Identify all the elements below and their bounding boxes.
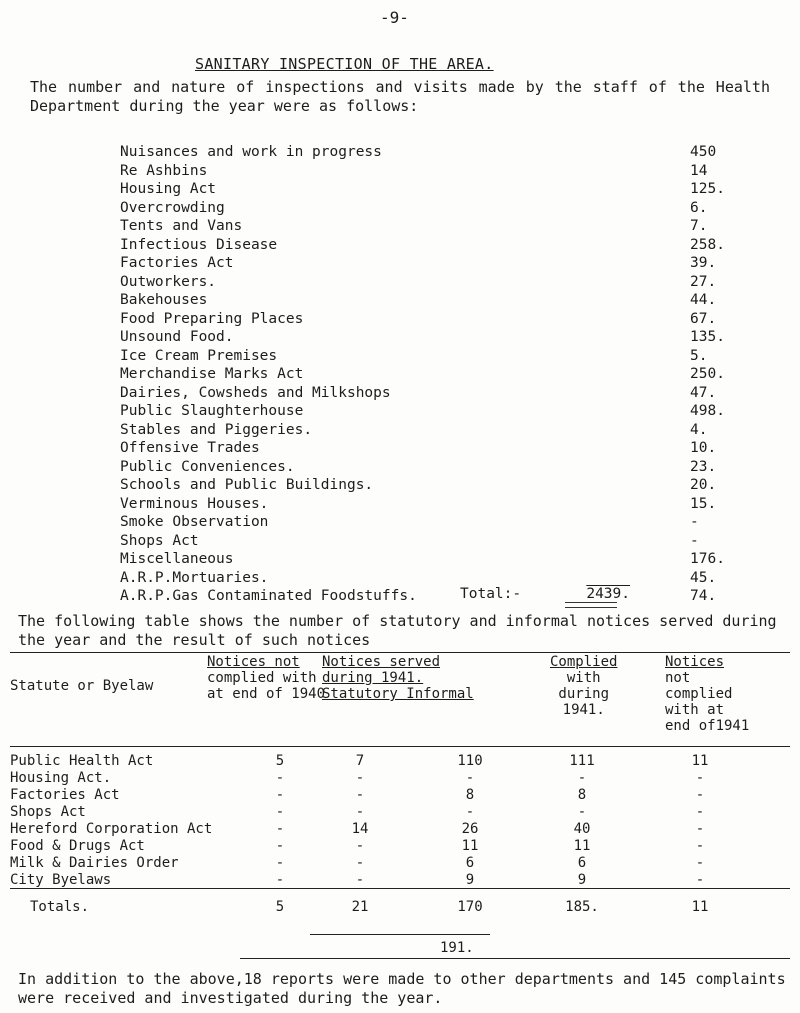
- table-intro-paragraph: The following table shows the number of statutory and informal notices served during the year and the result of such notices: [18, 612, 777, 649]
- row-value-c1: -: [275, 855, 285, 871]
- row-value-c2: -: [355, 855, 365, 871]
- grand-total-top-rule: [310, 934, 490, 935]
- row-value-c2: 7: [355, 753, 365, 769]
- row-value-c2: -: [355, 872, 365, 888]
- footer-paragraph: In addition to the above,18 reports were made to other departments and 145 complaints were received and investigated during the year.: [18, 970, 786, 1007]
- inspection-count: 450: [690, 144, 717, 160]
- inspection-label: A.R.P.Mortuaries.: [120, 569, 269, 586]
- total-value: 2439.: [586, 586, 630, 602]
- header-notices-served: Notices served during 1941. Statutory Informal: [322, 654, 474, 702]
- inspection-label: Re Ashbins: [120, 162, 208, 179]
- row-value-c5: 11: [691, 753, 709, 769]
- row-value-c4: -: [577, 804, 587, 820]
- inspection-label: Smoke Observation: [120, 514, 269, 530]
- inspection-label: Miscellaneous: [120, 551, 234, 567]
- row-value-c3: 26: [461, 821, 479, 837]
- header-complied: Complied with during 1941.: [550, 654, 618, 718]
- inspection-label: Outworkers.: [120, 273, 217, 290]
- inspection-label: Merchandise Marks Act: [120, 366, 304, 382]
- intro-paragraph: The number and nature of inspections and visits made by the staff of the Health Department during the year were as follows:: [30, 78, 770, 115]
- table-top-rule: [10, 652, 790, 653]
- inspection-count: 67.: [690, 310, 717, 327]
- inspection-count: 498.: [690, 403, 725, 419]
- inspection-count: 47.: [690, 384, 717, 401]
- total-label: Total:-: [460, 586, 522, 602]
- inspection-label: Public Slaughterhouse: [120, 403, 304, 419]
- inspection-row: [120, 476, 750, 495]
- body-bottom-rule: [10, 888, 790, 889]
- row-value-c3: 11: [461, 838, 479, 854]
- inspection-row: [120, 180, 750, 199]
- inspection-count: 250.: [690, 366, 725, 382]
- inspection-count: 135.: [690, 329, 725, 345]
- row-statute: City Byelaws: [10, 872, 112, 888]
- inspection-row: [120, 162, 750, 181]
- inspection-row: [120, 347, 750, 366]
- row-value-c5: -: [695, 804, 705, 820]
- inspection-label: Bakehouses: [120, 292, 208, 308]
- row-value-c5: -: [695, 770, 705, 786]
- inspection-label: Unsound Food.: [120, 329, 234, 345]
- inspection-count: 20.: [690, 477, 717, 493]
- inspection-count: 44.: [690, 292, 717, 308]
- row-value-c4: 11: [573, 838, 591, 854]
- inspection-count: 27.: [690, 273, 717, 290]
- header-bottom-rule: [10, 746, 790, 747]
- inspections-list: [120, 143, 750, 606]
- inspection-count: -: [690, 514, 699, 530]
- row-value-c4: -: [577, 770, 587, 786]
- row-value-c2: 14: [351, 821, 369, 837]
- inspection-row: [120, 291, 750, 310]
- header-not-complied-1941: Notices not complied with at end of1941: [665, 654, 750, 734]
- inspection-row: [120, 495, 750, 514]
- row-statute: Housing Act.: [10, 770, 112, 786]
- inspection-count: 39.: [690, 255, 717, 271]
- inspection-row: [120, 365, 750, 384]
- inspection-row: [120, 550, 750, 569]
- inspection-count: 45.: [690, 569, 717, 586]
- inspection-count: 14: [690, 162, 708, 179]
- row-statute: Public Health Act: [10, 753, 154, 769]
- table-row: [10, 838, 790, 855]
- inspection-row: [120, 310, 750, 329]
- inspection-label: A.R.P.Gas Contaminated Foodstuffs.: [120, 588, 417, 604]
- row-value-c3: 8: [465, 787, 475, 803]
- inspection-label: Overcrowding: [120, 199, 225, 216]
- inspection-label: Infectious Disease: [120, 236, 278, 253]
- row-value-c3: 6: [465, 855, 475, 871]
- row-value-c2: -: [355, 838, 365, 854]
- inspection-label: Public Conveniences.: [120, 458, 295, 475]
- inspection-row: [120, 569, 750, 588]
- inspection-label: Offensive Trades: [120, 440, 260, 456]
- inspection-row: [120, 532, 750, 551]
- inspection-count: 176.: [690, 551, 725, 567]
- inspection-label: Ice Cream Premises: [120, 347, 278, 364]
- row-value-c4: 8: [577, 787, 587, 803]
- row-value-c4: 9: [577, 872, 587, 888]
- inspection-label: Tents and Vans: [120, 218, 243, 234]
- inspection-label: Shops Act: [120, 532, 199, 549]
- row-value-c5: -: [695, 872, 705, 888]
- row-value-c1: -: [275, 787, 285, 803]
- inspection-row: [120, 458, 750, 477]
- row-value-c4: 111: [569, 753, 595, 769]
- inspection-row: [120, 273, 750, 292]
- row-value-c1: -: [275, 770, 285, 786]
- inspection-count: 23.: [690, 458, 717, 475]
- inspection-row: [120, 439, 750, 458]
- header-statute: Statute or Byelaw: [10, 678, 154, 694]
- inspection-count: -: [690, 532, 699, 549]
- inspection-row: [120, 421, 750, 440]
- row-statute: Hereford Corporation Act: [10, 821, 213, 837]
- row-value-c3: 9: [465, 872, 475, 888]
- row-value-c1: -: [275, 838, 285, 854]
- totals-row: Totals. 5 21 170 185. 11: [30, 899, 709, 915]
- inspection-row: [120, 587, 750, 606]
- table-row: [10, 770, 790, 787]
- table-row: [10, 821, 790, 838]
- row-value-c5: -: [695, 821, 705, 837]
- inspection-count: 74.: [690, 588, 717, 604]
- inspection-label: Food Preparing Places: [120, 310, 304, 327]
- inspection-label: Dairies, Cowsheds and Milkshops: [120, 384, 391, 401]
- table-row: [10, 804, 790, 821]
- row-statute: Milk & Dairies Order: [10, 855, 179, 871]
- row-value-c5: -: [695, 855, 705, 871]
- inspection-label: Housing Act: [120, 181, 217, 197]
- inspection-row: [120, 254, 750, 273]
- row-statute: Factories Act: [10, 787, 120, 803]
- row-statute: Food & Drugs Act: [10, 838, 145, 854]
- inspection-count: 258.: [690, 236, 725, 253]
- inspection-count: 7.: [690, 218, 708, 234]
- page-number: -9-: [380, 8, 409, 27]
- inspection-count: 6.: [690, 199, 708, 216]
- row-value-c4: 6: [577, 855, 587, 871]
- inspection-row: [120, 236, 750, 255]
- inspection-count: 125.: [690, 181, 725, 197]
- row-value-c5: -: [695, 838, 705, 854]
- inspection-row: [120, 143, 750, 162]
- table-bottom-rule: [240, 958, 790, 959]
- inspection-label: Factories Act: [120, 255, 234, 271]
- section-heading: SANITARY INSPECTION OF THE AREA.: [195, 55, 494, 73]
- row-value-c3: 110: [457, 753, 483, 769]
- row-value-c2: -: [355, 787, 365, 803]
- inspection-row: [120, 199, 750, 218]
- table-row: [10, 855, 790, 872]
- header-not-complied-1940: Notices not complied with at end of 1940: [207, 654, 326, 702]
- inspection-count: 4.: [690, 421, 708, 438]
- row-value-c1: -: [275, 821, 285, 837]
- inspection-label: Stables and Piggeries.: [120, 421, 313, 438]
- inspection-row: [120, 384, 750, 403]
- row-value-c3: -: [465, 770, 475, 786]
- row-value-c1: 5: [275, 753, 285, 769]
- inspection-row: [120, 513, 750, 532]
- row-value-c1: -: [275, 872, 285, 888]
- row-value-c2: -: [355, 804, 365, 820]
- row-value-c1: -: [275, 804, 285, 820]
- row-statute: Shops Act: [10, 804, 86, 820]
- inspection-label: Verminous Houses.: [120, 495, 269, 512]
- inspection-label: Nuisances and work in progress: [120, 144, 382, 160]
- inspection-count: 10.: [690, 440, 717, 456]
- row-value-c4: 40: [573, 821, 591, 837]
- inspection-count: 5.: [690, 347, 708, 364]
- inspections-total: [460, 586, 630, 602]
- inspection-row: [120, 402, 750, 421]
- row-value-c2: -: [355, 770, 365, 786]
- table-row: [10, 753, 790, 770]
- grand-total: 191.: [440, 940, 474, 956]
- row-value-c3: -: [465, 804, 475, 820]
- total-double-rule: [565, 602, 617, 608]
- inspection-row: [120, 217, 750, 236]
- inspection-count: 15.: [690, 495, 717, 512]
- inspection-row: [120, 328, 750, 347]
- row-value-c5: -: [695, 787, 705, 803]
- table-row: [10, 787, 790, 804]
- inspection-label: Schools and Public Buildings.: [120, 477, 374, 493]
- table-row: [10, 872, 790, 889]
